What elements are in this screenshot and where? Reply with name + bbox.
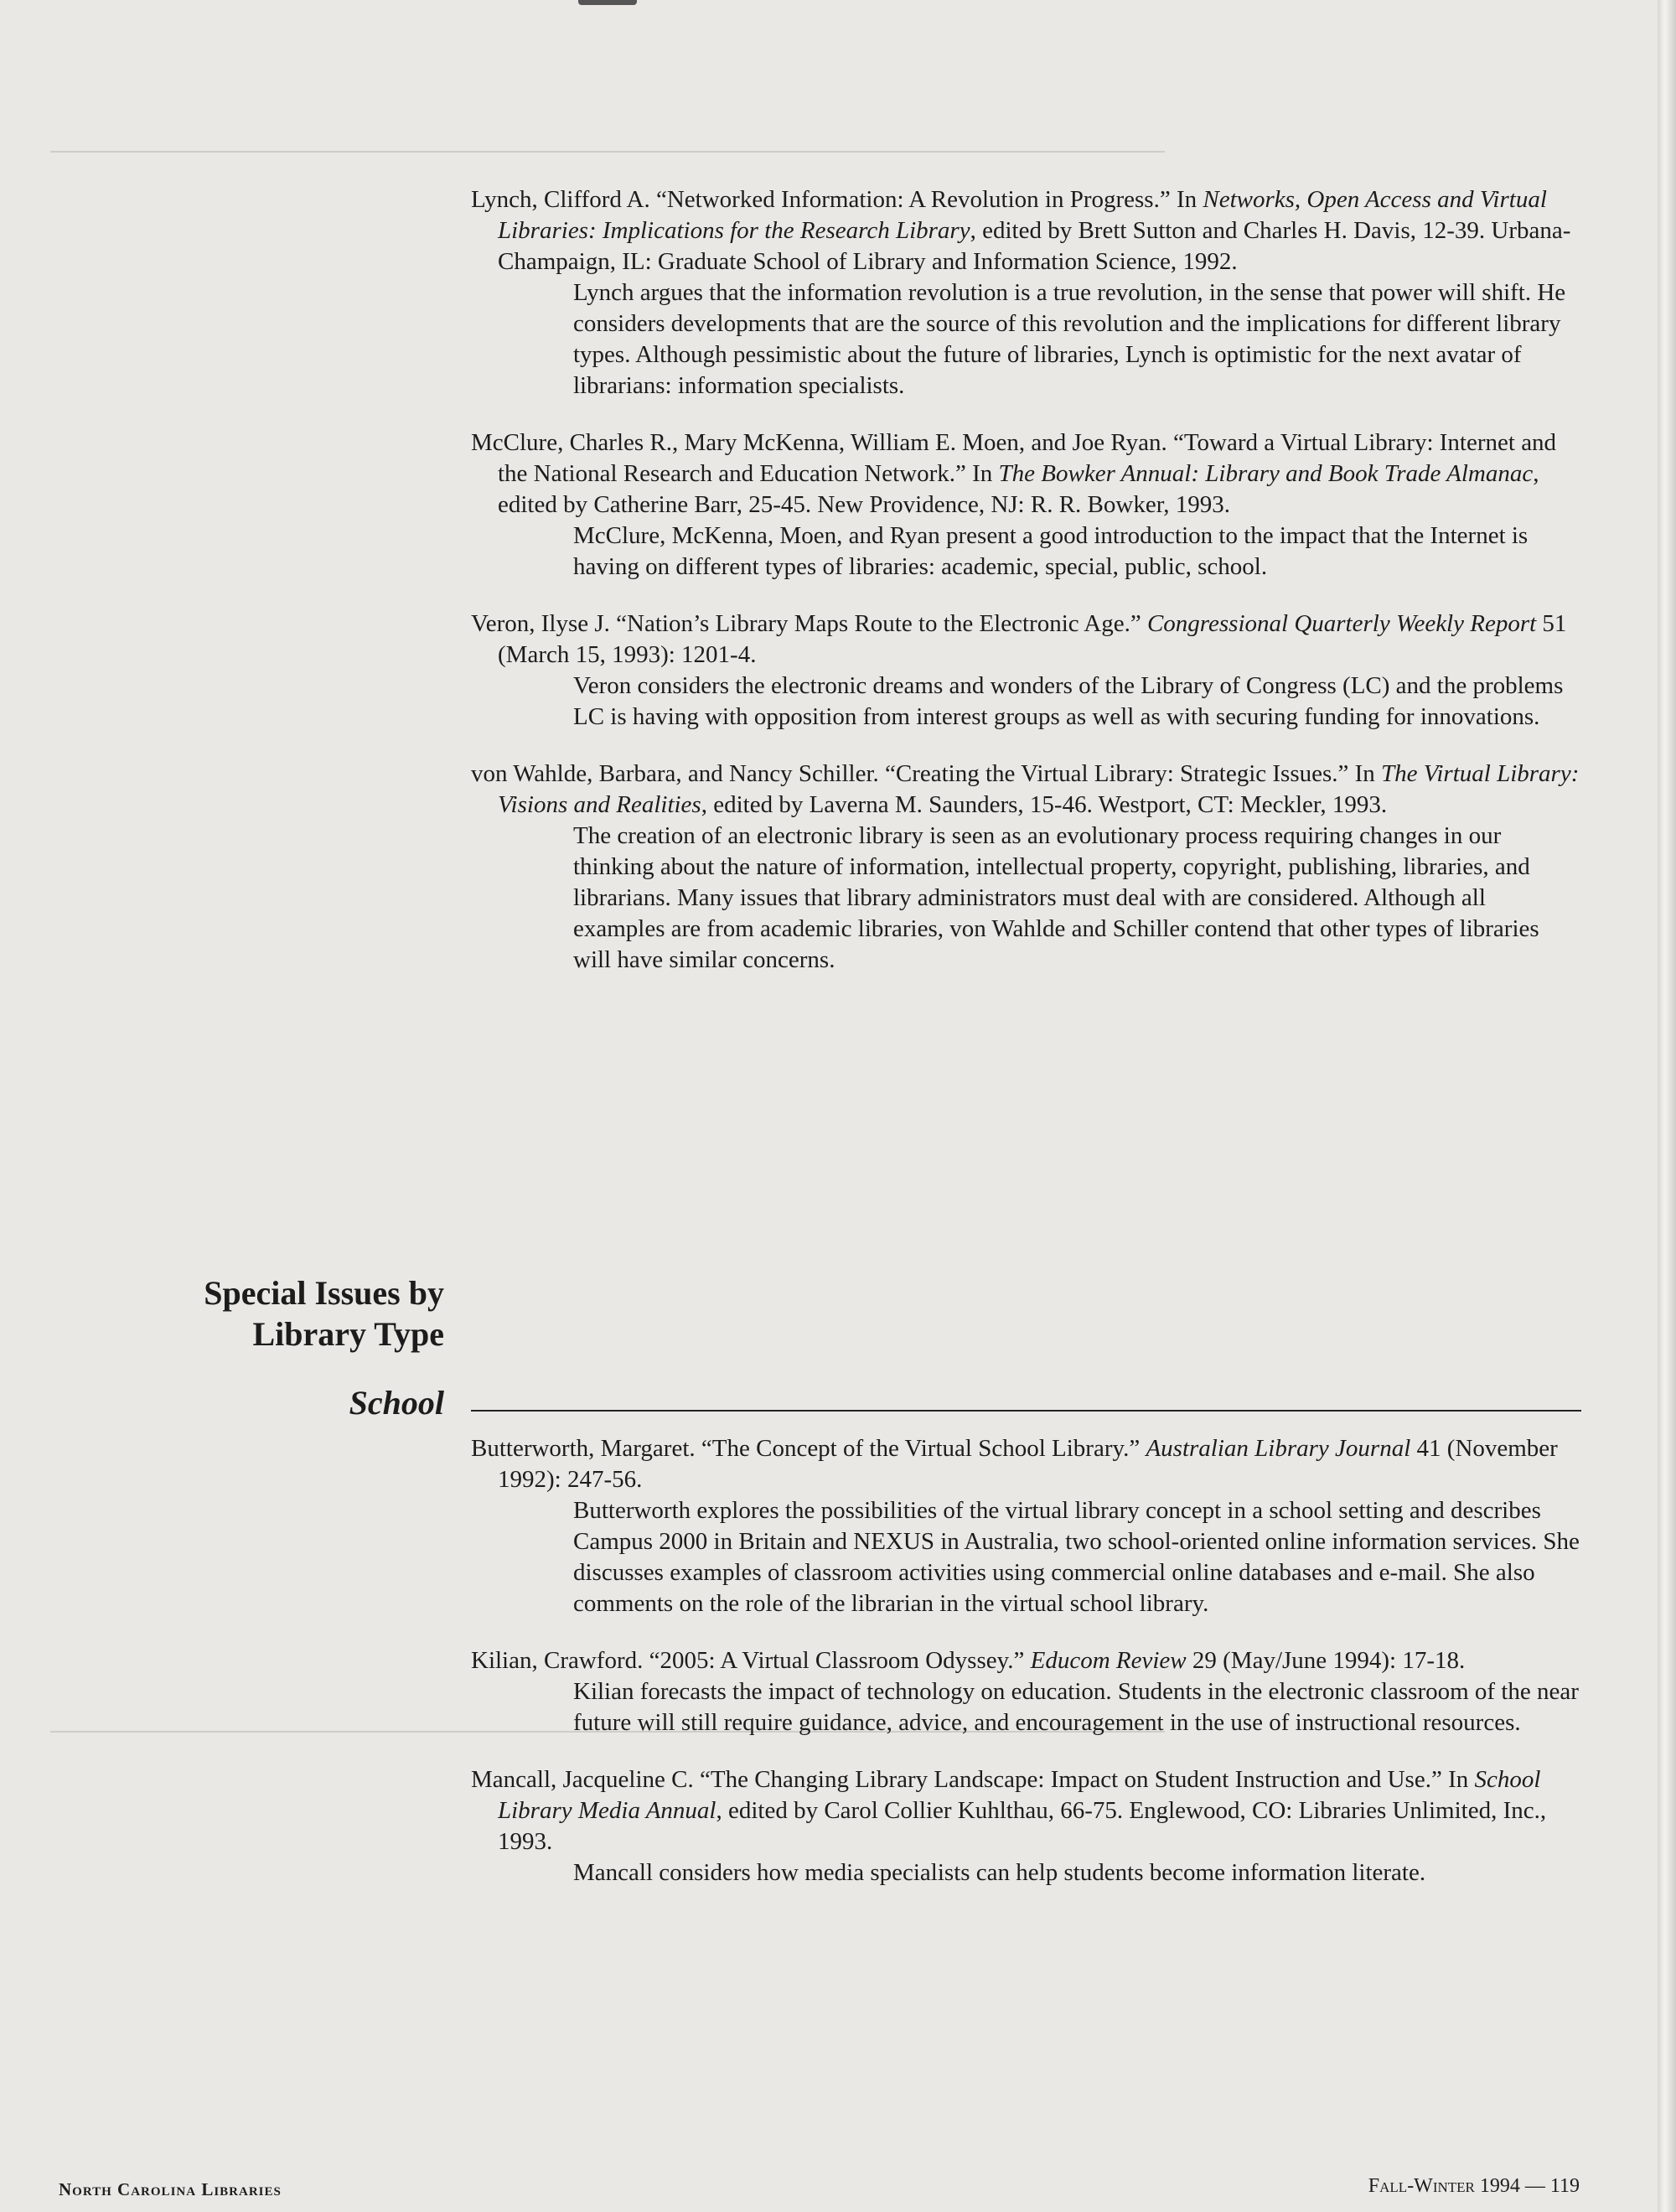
annotation: The creation of an electronic library is seen as an evolutionary process requiring changes in our thinking about the nature of information, intellectual property, copyright, publishing, libraries, and librarians. Many issues that library administrators must deal with are considered. Although all examples are from academic libraries, von Wahlde and Schiller contend that other types of libraries will have similar concerns. xyxy=(573,822,1539,973)
annotation: Veron considers the electronic dreams and wonders of the Library of Congress (LC) and the problems LC is having with opposition from interest groups as well as with securing funding for innovations. xyxy=(573,672,1564,730)
citation-text: Mancall, Jacqueline C. “The Changing Library Landscape: Impact on Student Instruction and Use.” In xyxy=(471,1766,1475,1793)
school-bibliography xyxy=(471,1433,1581,1914)
citation-title: Networks, Open Access and Virtual Libraries: Implications for the Research Library xyxy=(498,186,1547,244)
citation-title: Australian Library Journal xyxy=(1146,1435,1411,1462)
footer-journal-name: North Carolina Libraries xyxy=(59,2179,282,2199)
citation xyxy=(471,609,1581,671)
section-heading-line1: Special Issues by xyxy=(204,1274,444,1312)
bibliography-entry xyxy=(471,184,1581,401)
annotation: Lynch argues that the information revolution is a true revolution, in the sense that power will shift. He considers developments that are the source of this revolution and the implications for different library types. Although pessimistic about the future of libraries, Lynch is optimistic for the next avatar of librarians: information specialists. xyxy=(573,279,1566,399)
citation-text: 29 (May/June 1994): 17-18. xyxy=(1186,1647,1466,1674)
annotation: Kilian forecasts the impact of technology on education. Students in the electronic classroom of the near future will still require guidance, advice, and encouragement in the use of instructional resources. xyxy=(573,1678,1579,1736)
bibliography-entry xyxy=(471,759,1581,976)
bibliography-entry xyxy=(471,1433,1581,1619)
citation xyxy=(471,184,1581,277)
footer-page-info: Fall-Winter 1994 — 119 xyxy=(1368,2175,1580,2197)
citation xyxy=(471,759,1581,821)
citation-text: 41 (November 1992): 247-56. xyxy=(498,1435,1558,1493)
citation-text: , edited by Carol Collier Kuhlthau, 66-75. Englewood, CO: Libraries Unlimited, Inc., 1993. xyxy=(498,1797,1547,1855)
citation-text: McClure, Charles R., Mary McKenna, William E. Moen, and Joe Ryan. “Toward a Virtual Library: Internet and the National Research and Education Network.” In xyxy=(471,429,1557,487)
bibliography-entry xyxy=(471,1645,1581,1738)
citation-title: The Bowker Annual: Library and Book Trade Almanac xyxy=(998,460,1534,487)
citation-text: Veron, Ilyse J. “Nation’s Library Maps Route to the Electronic Age.” xyxy=(471,610,1147,637)
citation-title: Congressional Quarterly Weekly Report xyxy=(1146,610,1537,637)
citation-text: 51 (March 15, 1993): 1201-4. xyxy=(498,610,1567,668)
citation xyxy=(471,1433,1581,1495)
citation xyxy=(471,1645,1581,1676)
annotation: Butterworth explores the possibilities of the virtual library concept in a school setting and describes Campus 2000 in Britain and NEXUS in Australia, two school-oriented online information services. She discusses examples of classroom activities using commercial online databases and e-mail. She also comments on the role of the librarian in the virtual school library. xyxy=(573,1497,1580,1617)
annotation: Mancall considers how media specialists can help students become information literate. xyxy=(573,1859,1426,1886)
bibliography-entry xyxy=(471,609,1581,733)
citation-text: von Wahlde, Barbara, and Nancy Schiller. “Creating the Virtual Library: Strategic Issues.” In xyxy=(471,760,1382,787)
citation-text: , edited by Brett Sutton and Charles H. Davis, 12-39. Urbana-Champaign, IL: Graduate School of Library and Information Science, 1992. xyxy=(498,217,1571,275)
section-rule xyxy=(471,1410,1581,1412)
section-heading-line2: Library Type xyxy=(252,1315,444,1353)
citation-text: Kilian, Crawford. “2005: A Virtual Classroom Odyssey.” xyxy=(471,1647,1031,1674)
citation-title: Educom Review xyxy=(1030,1647,1187,1674)
page-edge xyxy=(1658,0,1676,2212)
section-heading xyxy=(101,1272,444,1355)
citation-text: , edited by Catherine Barr, 25-45. New Providence, NJ: R. R. Bowker, 1993. xyxy=(498,460,1539,518)
citation-title: The Virtual Library: Visions and Realities xyxy=(498,760,1580,818)
citation-text: Lynch, Clifford A. “Networked Information: A Revolution in Progress.” In xyxy=(471,186,1203,213)
citation-title: School Library Media Annual xyxy=(498,1766,1541,1824)
citation-text: , edited by Laverna M. Saunders, 15-46. Westport, CT: Meckler, 1993. xyxy=(701,791,1388,818)
annotation: McClure, McKenna, Moen, and Ryan present a good introduction to the impact that the Internet is having on different types of libraries: academic, special, public, school. xyxy=(573,522,1529,580)
main-bibliography xyxy=(471,184,1581,1002)
bibliography-entry xyxy=(471,1764,1581,1888)
citation xyxy=(471,427,1581,521)
show-through-rule-top xyxy=(50,151,1165,153)
citation xyxy=(471,1764,1581,1857)
bibliography-entry xyxy=(471,427,1581,583)
subheading-school: School xyxy=(349,1384,444,1422)
binding-mark xyxy=(578,0,637,5)
citation-text: Butterworth, Margaret. “The Concept of the Virtual School Library.” xyxy=(471,1435,1146,1462)
